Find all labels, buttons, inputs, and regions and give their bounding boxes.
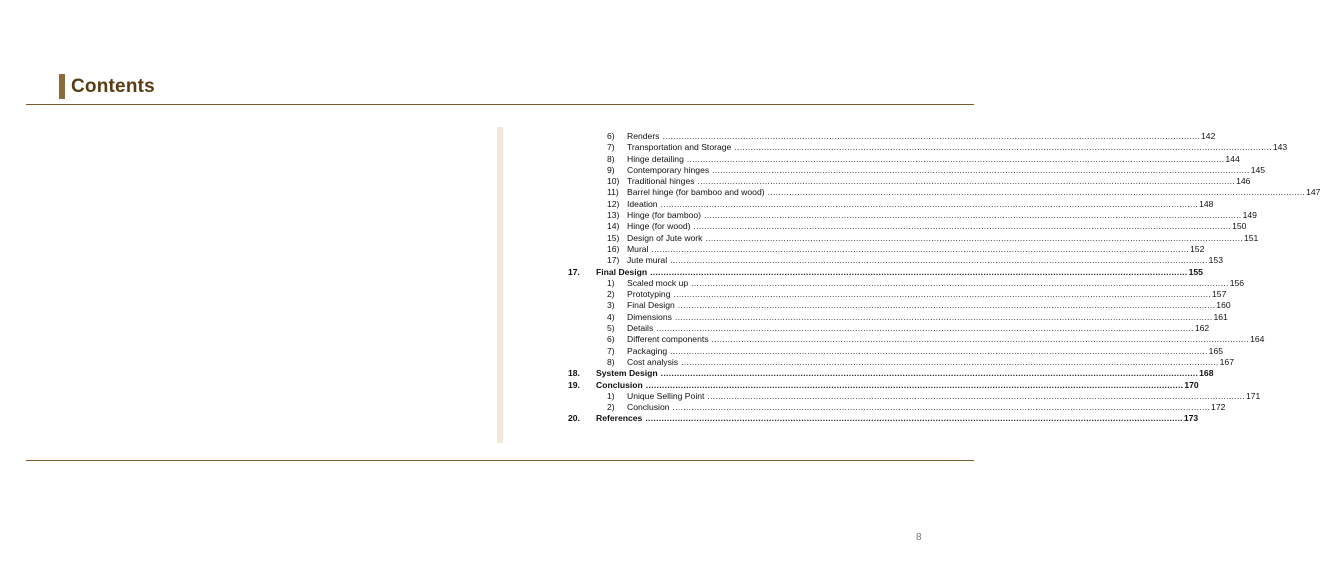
- toc-entry: [560, 232, 1259, 244]
- toc-entry: [560, 210, 1257, 221]
- bottom-divider: [26, 460, 974, 461]
- toc-entry: [560, 255, 1223, 266]
- toc-entry-number: 1): [607, 277, 615, 288]
- page-number: 8: [916, 532, 922, 543]
- toc-entry-label: Ideation: [627, 198, 658, 209]
- toc-entry-number: 10): [607, 176, 620, 187]
- toc-entry-number: 17): [607, 255, 620, 266]
- toc-entry: [560, 277, 1245, 289]
- toc-entry-number: 5): [607, 323, 615, 334]
- toc-leader-dots: ........................................................................................................................................................................................................: [767, 187, 1306, 198]
- toc-entry-label: Packaging: [627, 345, 668, 356]
- toc-entry-label: Prototyping: [627, 289, 671, 300]
- toc-entry-label: Unique Selling Point: [627, 390, 705, 401]
- toc-leader-dots: ........................................................................................................................................................................................................: [681, 356, 1219, 367]
- toc-entry-page: 173: [1183, 413, 1199, 424]
- toc-entry-label: System Design: [596, 368, 658, 379]
- toc-entry-number: 8): [607, 356, 615, 367]
- toc-entry-number: 1): [607, 390, 615, 401]
- toc-entry-page: 161: [1213, 311, 1228, 322]
- toc-leader-dots: ........................................................................................................................................................................................................: [645, 379, 1184, 390]
- toc-entry-page: 148: [1199, 198, 1214, 209]
- toc-entry-number: 15): [607, 232, 620, 243]
- toc-entry-label: Conclusion: [627, 402, 670, 413]
- toc-entry-number: 4): [607, 311, 615, 322]
- table-of-contents: [560, 131, 1320, 425]
- toc-entry: [560, 311, 1228, 323]
- toc-entry-label: Final Design: [596, 266, 648, 277]
- toc-entry-label: Barrel hinge (for bamboo and wood): [627, 187, 765, 198]
- toc-entry: [560, 356, 1234, 368]
- toc-entry: [560, 390, 1261, 402]
- top-divider: [26, 104, 974, 105]
- toc-entry-page: 149: [1242, 210, 1257, 221]
- toc-entry-page: 145: [1250, 164, 1266, 175]
- toc-entry: [560, 187, 1320, 198]
- toc-leader-dots: ........................................................................................................................................................................................................: [686, 153, 1225, 164]
- toc-entry-label: Traditional hinges: [627, 176, 695, 187]
- toc-entry-label: Mural: [627, 243, 649, 254]
- toc-entry-label: Transportation and Storage: [627, 142, 732, 153]
- toc-entry: [560, 153, 1240, 165]
- toc-leader-dots: ........................................................................................................................................................................................................: [697, 176, 1236, 187]
- toc-leader-dots: ........................................................................................................................................................................................................: [660, 368, 1199, 379]
- toc-entry-number: 14): [607, 221, 620, 232]
- toc-entry: [560, 131, 1216, 142]
- toc-entry: [560, 198, 1214, 210]
- toc-entry-page: 146: [1236, 176, 1251, 187]
- toc-entry-page: 172: [1211, 402, 1226, 413]
- toc-entry-number: 19.: [568, 379, 580, 390]
- toc-entry-label: Hinge detailing: [627, 153, 684, 164]
- toc-entry-number: 6): [607, 131, 615, 141]
- toc-entry-label: Final Design: [627, 300, 675, 311]
- toc-entry-number: 2): [607, 402, 615, 413]
- decorative-side-strip: [497, 127, 503, 443]
- toc-entry: [560, 266, 1203, 278]
- toc-leader-dots: ........................................................................................................................................................................................................: [645, 413, 1183, 424]
- toc-entry: [560, 334, 1265, 345]
- toc-entry-label: References: [596, 413, 643, 424]
- toc-leader-dots: ........................................................................................................................................................................................................: [707, 390, 1245, 401]
- toc-entry-page: 153: [1208, 255, 1223, 266]
- toc-entry-label: Jute mural: [627, 255, 668, 266]
- toc-entry-page: 168: [1199, 368, 1214, 379]
- title-accent-bar: [59, 74, 65, 99]
- toc-entry: [560, 243, 1205, 255]
- toc-entry-page: 162: [1194, 323, 1210, 334]
- toc-entry-number: 6): [607, 334, 615, 345]
- toc-entry-label: Different components: [627, 334, 709, 345]
- toc-leader-dots: ........................................................................................................................................................................................................: [672, 402, 1211, 413]
- toc-entry-number: 16): [607, 243, 620, 254]
- toc-entry-page: 151: [1244, 232, 1259, 243]
- toc-entry-label: Hinge (for bamboo): [627, 210, 702, 221]
- toc-entry-number: 8): [607, 153, 615, 164]
- toc-entry-page: 167: [1219, 356, 1234, 367]
- toc-entry-number: 3): [607, 300, 615, 311]
- toc-entry: [560, 142, 1288, 153]
- toc-entry: [560, 368, 1214, 379]
- toc-leader-dots: ........................................................................................................................................................................................................: [670, 345, 1208, 356]
- toc-entry-page: 164: [1250, 334, 1265, 345]
- toc-entry-number: 18.: [568, 368, 580, 379]
- toc-entry-page: 144: [1225, 153, 1240, 164]
- toc-leader-dots: ........................................................................................................................................................................................................: [660, 198, 1199, 209]
- toc-leader-dots: ........................................................................................................................................................................................................: [662, 131, 1201, 141]
- toc-entry: [560, 379, 1199, 391]
- toc-entry-page: 155: [1188, 266, 1203, 277]
- toc-entry: [560, 176, 1251, 187]
- toc-entry-label: Design of Jute work: [627, 232, 703, 243]
- toc-leader-dots: ........................................................................................................................................................................................................: [691, 277, 1229, 288]
- toc-leader-dots: ........................................................................................................................................................................................................: [712, 164, 1250, 175]
- toc-leader-dots: ........................................................................................................................................................................................................: [693, 221, 1232, 232]
- toc-entry-page: 157: [1212, 289, 1227, 300]
- toc-entry-label: Details: [627, 323, 654, 334]
- toc-entry-page: 165: [1208, 345, 1224, 356]
- toc-entry: [560, 289, 1227, 300]
- toc-leader-dots: ........................................................................................................................................................................................................: [734, 142, 1272, 153]
- toc-leader-dots: ........................................................................................................................................................................................................: [650, 266, 1188, 277]
- toc-entry: [560, 221, 1247, 232]
- toc-entry-page: 142: [1201, 131, 1216, 141]
- toc-entry-number: 7): [607, 142, 615, 153]
- toc-entry-label: Conclusion: [596, 379, 643, 390]
- toc-entry-label: Dimensions: [627, 311, 672, 322]
- toc-entry-page: 143: [1272, 142, 1288, 153]
- toc-leader-dots: ........................................................................................................................................................................................................: [651, 243, 1190, 254]
- toc-entry-number: 13): [607, 210, 620, 221]
- toc-entry-number: 20.: [568, 413, 580, 424]
- toc-leader-dots: ........................................................................................................................................................................................................: [704, 210, 1242, 221]
- toc-entry-number: 17.: [568, 266, 580, 277]
- toc-leader-dots: ........................................................................................................................................................................................................: [674, 311, 1213, 322]
- toc-entry-page: 156: [1229, 277, 1245, 288]
- toc-leader-dots: ........................................................................................................................................................................................................: [656, 323, 1194, 334]
- toc-entry-label: Cost analysis: [627, 356, 679, 367]
- toc-entry-number: 7): [607, 345, 615, 356]
- toc-entry: [560, 413, 1199, 424]
- toc-entry-number: 2): [607, 289, 615, 300]
- toc-leader-dots: ........................................................................................................................................................................................................: [670, 255, 1208, 266]
- toc-entry-label: Contemporary hinges: [627, 164, 710, 175]
- toc-entry-page: 150: [1232, 221, 1247, 232]
- page-title: Contents: [71, 76, 155, 97]
- toc-entry: [560, 300, 1231, 311]
- toc-entry: [560, 323, 1210, 334]
- toc-entry-page: 152: [1190, 243, 1205, 254]
- toc-leader-dots: ........................................................................................................................................................................................................: [705, 232, 1243, 243]
- toc-entry-number: 11): [607, 187, 619, 198]
- toc-entry-label: Scaled mock up: [627, 277, 689, 288]
- toc-entry-number: 9): [607, 164, 615, 175]
- toc-leader-dots: ........................................................................................................................................................................................................: [673, 289, 1212, 300]
- toc-entry-number: 12): [607, 198, 620, 209]
- toc-entry-label: Renders: [627, 131, 660, 141]
- toc-entry: [560, 402, 1226, 413]
- toc-entry-page: 147: [1306, 187, 1320, 198]
- toc-entry-page: 160: [1216, 300, 1231, 311]
- toc-leader-dots: ........................................................................................................................................................................................................: [711, 334, 1250, 345]
- toc-entry-label: Hinge (for wood): [627, 221, 691, 232]
- toc-entry: [560, 345, 1224, 357]
- toc-entry-page: 170: [1184, 379, 1199, 390]
- toc-entry: [560, 164, 1266, 176]
- toc-entry-page: 171: [1245, 390, 1261, 401]
- toc-leader-dots: ........................................................................................................................................................................................................: [677, 300, 1216, 311]
